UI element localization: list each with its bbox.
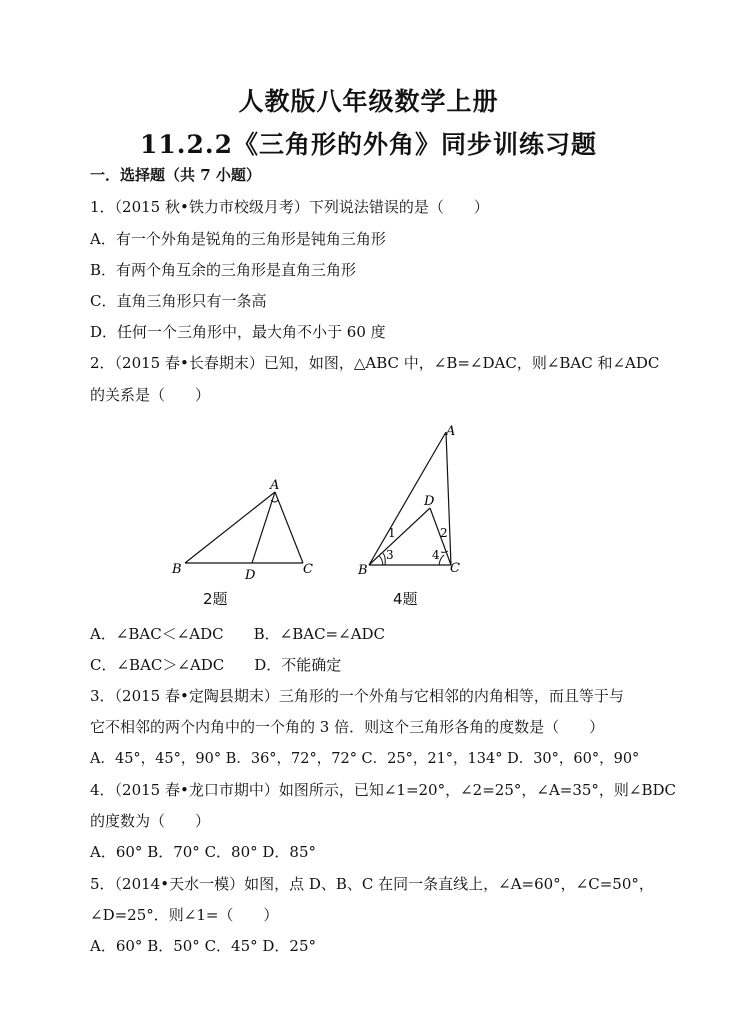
fig4-angle-1-label: 1 (388, 526, 396, 540)
question-5-stem-line-1: 5．（2014•天水一模）如图，点 D、B、C 在同一条直线上，∠A=60°，∠C=50°， (90, 875, 654, 893)
question-3-stem-line-2: 它不相邻的两个内角中的一个角的 3 倍．则这个三角形各角的度数是（ ） (90, 718, 605, 736)
question-2-stem-line-2: 的关系是（ ） (90, 386, 211, 404)
fig2-label-a: A (270, 478, 280, 493)
figure-4-triangle-diagram (355, 420, 475, 580)
fig4-label-c: C (450, 561, 460, 576)
fig4-angle-2-label: 2 (440, 526, 448, 540)
question-1-option-a: A．有一个外角是锐角的三角形是钝角三角形 (90, 230, 386, 248)
section-heading: 一．选择题（共 7 小题） (90, 166, 261, 184)
fig4-label-b: B (358, 563, 368, 578)
fig4-angle-3-label: 3 (386, 548, 394, 562)
question-1-option-c: C．直角三角形只有一条高 (90, 292, 267, 310)
fig2-label-c: C (303, 562, 313, 577)
figure-4-caption: 4题 (393, 590, 418, 608)
fig2-label-d: D (245, 568, 256, 583)
figure-2-caption: 2题 (203, 590, 228, 608)
question-2-options-ab: A．∠BAC＜∠ADC B．∠BAC=∠ADC (90, 625, 386, 643)
question-3-stem-line-1: 3．（2015 春•定陶县期末）三角形的一个外角与它相邻的内角相等，而且等于与 (90, 687, 624, 705)
question-1-option-d: D．任何一个三角形中，最大角不小于 60 度 (90, 323, 386, 341)
figure-2-triangle-diagram (165, 470, 325, 585)
question-3-options: A．45°，45°，90° B．36°，72°，72° C．25°，21°，134° D．30°，60°，90° (90, 751, 640, 767)
question-5-stem-line-2: ∠D=25°．则∠1=（ ） (90, 906, 279, 924)
page-title: 人教版八年级数学上册 (238, 87, 499, 116)
fig4-label-a: A (446, 424, 456, 439)
question-1-option-b: B．有两个角互余的三角形是直角三角形 (90, 261, 357, 279)
question-2-options-cd: C．∠BAC＞∠ADC D．不能确定 (90, 656, 342, 674)
fig4-label-d: D (424, 494, 435, 509)
question-4-stem-line-2: 的度数为（ ） (90, 812, 211, 830)
question-2-stem-line-1: 2．（2015 春•长春期末）已知，如图，△ABC 中，∠B=∠DAC，则∠BAC 和∠ADC (90, 354, 660, 372)
question-1-stem: 1．（2015 秋•铁力市校级月考）下列说法错误的是（ ） (90, 198, 489, 216)
fig4-angle-4-label: 4 (432, 548, 440, 562)
question-5-options: A．60° B．50° C．45° D．25° (90, 937, 317, 955)
question-4-stem-line-1: 4．（2015 春•龙口市期中）如图所示，已知∠1=20°，∠2=25°，∠A=35°，则∠BDC (90, 781, 677, 799)
fig2-label-b: B (172, 562, 182, 577)
question-4-options: A．60° B．70° C．80° D．85° (90, 843, 317, 861)
page-subtitle: 11.2.2《三角形的外角》同步训练习题 (140, 130, 597, 159)
